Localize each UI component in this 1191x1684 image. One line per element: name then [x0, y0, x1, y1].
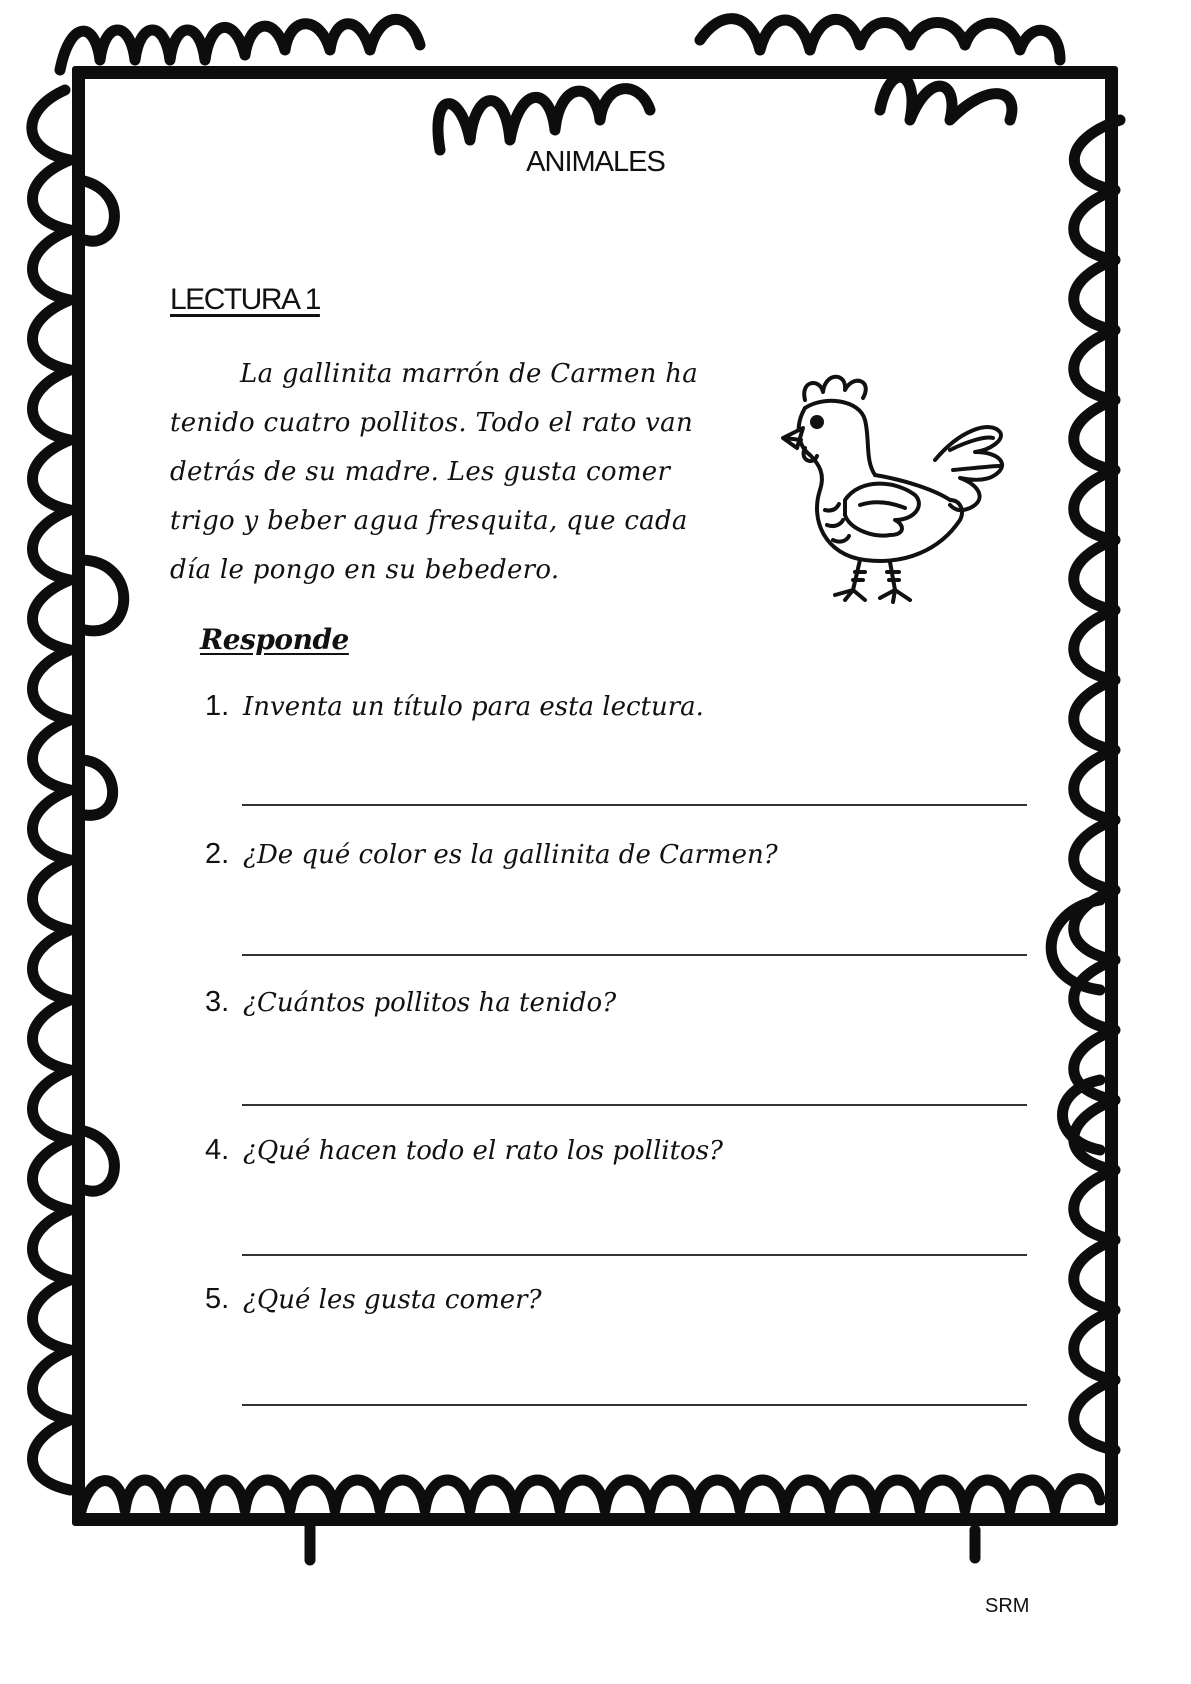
- worksheet-title-text: ANIMALES: [526, 146, 665, 178]
- reading-line: trigo y beber agua fresquita, que cada: [170, 506, 688, 536]
- question-number: 3.: [205, 986, 230, 1018]
- question-number: 2.: [205, 838, 230, 870]
- answer-line-1[interactable]: [242, 804, 1027, 806]
- question-text: ¿Cuántos pollitos ha tenido?: [243, 988, 617, 1018]
- reading-line: tenido cuatro pollitos. Todo el rato van: [170, 408, 694, 438]
- question-number: 4.: [205, 1134, 230, 1166]
- section-heading: LECTURA 1: [170, 283, 320, 316]
- respond-heading: Responde: [200, 623, 349, 656]
- answer-line-3[interactable]: [242, 1104, 1027, 1106]
- question-1: [205, 690, 704, 723]
- question-text: ¿Qué hacen todo el rato los pollitos?: [243, 1136, 723, 1166]
- reading-passage: [170, 350, 750, 595]
- question-2: [205, 838, 778, 871]
- answer-line-2[interactable]: [242, 954, 1027, 956]
- question-text: ¿Qué les gusta comer?: [243, 1285, 542, 1315]
- reading-line: La gallinita marrón de Carmen ha: [240, 359, 699, 389]
- question-4: [205, 1134, 723, 1167]
- hen-illustration: [765, 360, 1015, 610]
- question-5: [205, 1283, 542, 1316]
- question-number: 1.: [205, 690, 230, 722]
- footer-initials: SRM: [985, 1595, 1030, 1617]
- question-number: 5.: [205, 1283, 230, 1315]
- worksheet-title: [0, 146, 1191, 179]
- question-text: ¿De qué color es la gallinita de Carmen?: [243, 840, 778, 870]
- reading-line: día le pongo en su bebedero.: [170, 555, 560, 585]
- answer-line-5[interactable]: [242, 1404, 1027, 1406]
- answer-line-4[interactable]: [242, 1254, 1027, 1256]
- reading-line: detrás de su madre. Les gusta comer: [170, 457, 671, 487]
- question-text: Inventa un título para esta lectura.: [243, 692, 704, 722]
- question-3: [205, 986, 616, 1019]
